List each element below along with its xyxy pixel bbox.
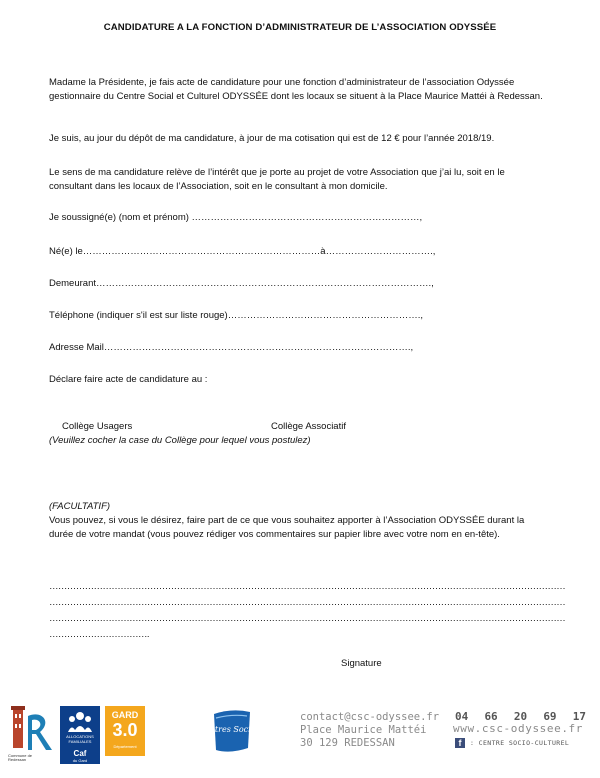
redessan-logo: [8, 702, 54, 762]
phone-part: 20: [513, 710, 528, 723]
centres-text: Centres Sociaux: [198, 725, 266, 734]
caf-line-3: du Gard: [72, 758, 88, 763]
caf-line-1: ALLOCATIONS FAMILIALES: [66, 734, 94, 744]
field-demeurant[interactable]: Demeurant…………………………………………………………………………………………….,: [49, 278, 434, 289]
contact-email[interactable]: contact@csc-odyssee.fr: [300, 711, 440, 723]
signature-label: Signature: [341, 658, 382, 669]
facebook-label: : CENTRE SOCIO-CULTUREL: [470, 739, 570, 747]
intro-paragraph: Madame la Présidente, je fais acte de candidature pour une fonction d’administrateur de l’association Odyssée gestionnaire du Centre Social et Culturel ODYSSÉE dont les locaux se situent à la Place Maurice Mattéi à Redessan.: [49, 77, 543, 102]
family-figures-icon: [60, 708, 100, 734]
phone-part: 66: [484, 710, 498, 723]
field-soussigne[interactable]: Je soussigné(e) (nom et prénom) ………………………………………………………………,: [49, 212, 423, 223]
field-adresse-mail[interactable]: Adresse Mail…………………………………………………………………………………….,: [49, 342, 414, 353]
phone-part: 04: [455, 710, 469, 723]
college-usagers-option[interactable]: Collège Usagers: [62, 421, 133, 432]
field-naissance[interactable]: Né(e) le…………………………………………………………………à…………………………….,: [49, 246, 436, 257]
sens-paragraph: Le sens de ma candidature relève de l’intérêt que je porte au projet de votre Association que j’ai lu, soit en le consultant dans les locaux de l’Association, soit en le consultant à mon domicile.: [49, 167, 505, 192]
centres-sociaux-icon: [198, 708, 266, 756]
caf-line-2: Caf: [73, 749, 87, 758]
address-line-2: 30 129 REDESSAN: [300, 737, 395, 749]
phone-part: 69: [543, 710, 557, 723]
document-title: CANDIDATURE A LA FONCTION D’ADMINISTRATEUR DE L’ASSOCIATION ODYSSÉE: [103, 22, 497, 33]
college-associatif-option[interactable]: Collège Associatif: [271, 421, 346, 432]
comment-line-3[interactable]: …………………………………………………………………………………………………………………………………………………………: [49, 613, 566, 624]
cotisation-paragraph: Je suis, au jour du dépôt de ma candidature, à jour de ma cotisation qui est de 12 € pour l’année 2018/19.: [49, 133, 495, 144]
facultatif-text: Vous pouvez, si vous le désirez, faire part de ce que vous souhaitez apporter à l’Association ODYSSÉE durant la durée de votre mandat (vous pouvez rédiger vos commentaires sur papier libre avec votre nom en en-tête).: [49, 515, 525, 540]
gard-line-3: Département: [113, 744, 137, 749]
address-line-1: Place Maurice Mattéi: [300, 724, 427, 736]
facultatif-label: (FACULTATIF): [49, 501, 111, 512]
redessan-label: Commune de Redessan: [8, 753, 33, 762]
comment-line-2[interactable]: …………………………………………………………………………………………………………………………………………………………: [49, 597, 566, 608]
gard-line-1: GARD: [111, 710, 139, 720]
gard-line-2: 3.0: [112, 720, 138, 740]
gard-logo: [105, 706, 145, 756]
field-telephone[interactable]: Téléphone (indiquer s'il est sur liste rouge)…………………………………………………….,: [49, 310, 423, 321]
centres-sociaux-logo: [198, 708, 266, 756]
phone-part: 17: [572, 710, 586, 723]
college-note: (Veuillez cocher la case du Collège pour lequel vous postulez): [49, 435, 311, 446]
caf-logo: [60, 706, 100, 764]
comment-line-1[interactable]: …………………………………………………………………………………………………………………………………………………………: [49, 581, 566, 592]
facebook-icon[interactable]: f: [455, 738, 465, 748]
website-link[interactable]: www.csc-odyssee.fr: [453, 722, 584, 735]
declare-text: Déclare faire acte de candidature au :: [49, 374, 208, 385]
comment-line-4[interactable]: …………………………….: [49, 629, 149, 640]
